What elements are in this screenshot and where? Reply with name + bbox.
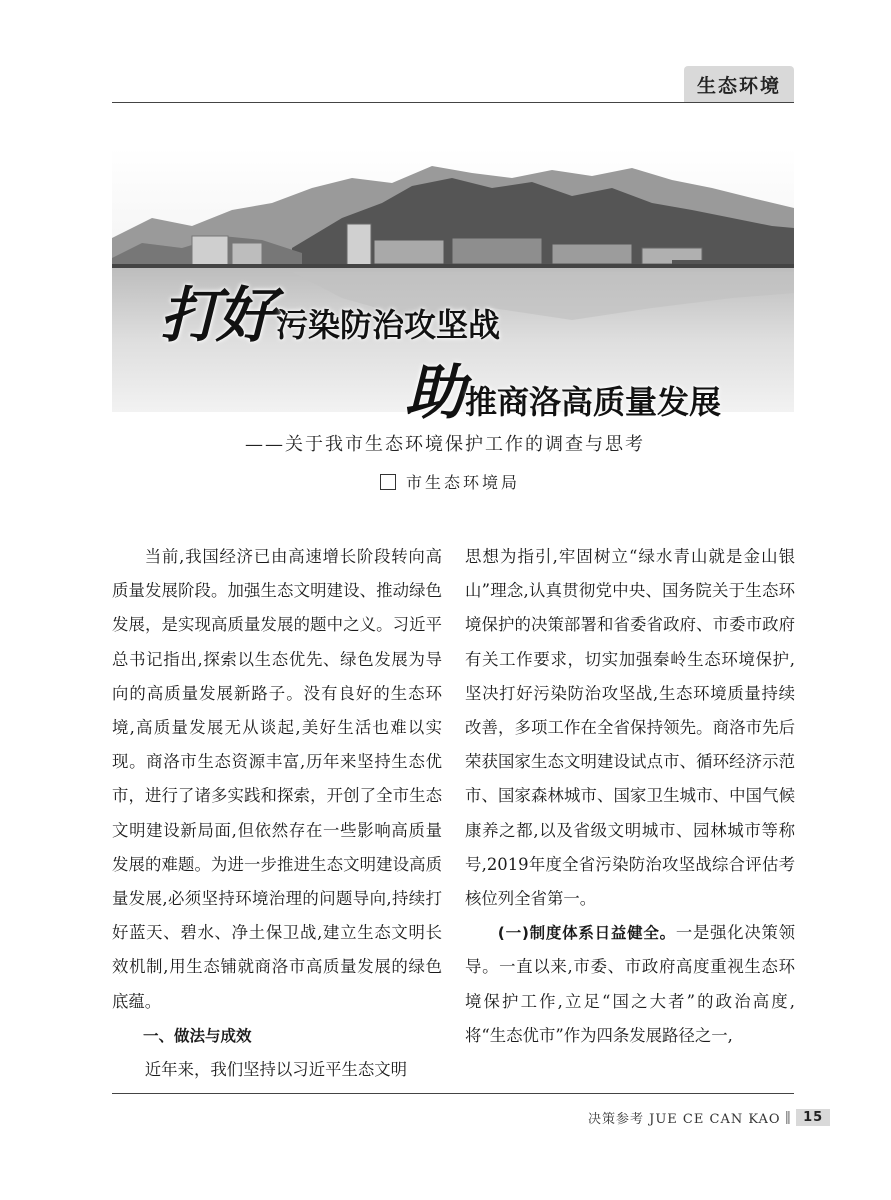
body-paragraph: 思想为指引,牢固树立“绿水青山就是金山银山”理念,认真贯彻党中央、国务院关于生态环境保护的决策部署和省委省政府、市委市政府有关工作要求，切实加强秦岭生态环境保护,坚决打好污染防治攻坚战,生态环境质量持续改善，多项工作在全省保持领先。商洛市先后荣获国家生态文明建设试点市、循环经济示范市、国家森林城市、国家卫生城市、中国气候康养之都,以及省级文明城市、园林城市等称号,2019年度全省污染防治攻坚战综合评估考核位列全省第一。 [465, 547, 795, 909]
author-line [380, 470, 520, 493]
left-column [112, 540, 442, 1085]
title-line-2 [405, 345, 721, 431]
title-line-1-text: 污染防治攻坚战 [276, 306, 501, 344]
title-line-1 [160, 268, 500, 354]
bottom-divider [112, 1093, 794, 1094]
section-tag: 生态环境 [684, 66, 794, 102]
right-column [465, 540, 795, 1085]
title-line-2-emphasis: 助 [405, 358, 461, 428]
body-paragraph: 近年来，我们坚持以习近平生态文明 [144, 1060, 408, 1080]
page-footer [588, 1108, 830, 1127]
body-paragraph [465, 916, 795, 1053]
top-divider [112, 102, 794, 103]
author-box-icon [380, 474, 396, 490]
section-heading: 一、做法与成效 [143, 1026, 252, 1045]
subsection-lead: (一)制度体系日益健全。 [497, 924, 676, 943]
author-name: 市生态环境局 [406, 473, 521, 492]
subsection-text: 一是强化决策领导。一直以来,市委、市政府高度重视生态环境保护工作,立足“国之大者”的政治高度,将“生态优市”作为四条发展路径之一, [465, 923, 795, 1045]
footer-separator: ‖ [784, 1110, 793, 1125]
body-paragraph: 当前,我国经济已由高速增长阶段转向高质量发展阶段。加强生态文明建设、推动绿色发展，是实现高质量发展的题中之义。习近平总书记指出,探索以生态优先、绿色发展为导向的高质量发展新路子。没有良好的生态环境,高质量发展无从谈起,美好生活也难以实现。商洛市生态资源丰富,历年来坚持生态优市，进行了诸多实践和探索，开创了全市生态文明建设新局面,但依然存在一些影响高质量发展的难题。为进一步推进生态文明建设高质量发展,必须坚持环境治理的问题导向,持续打好蓝天、碧水、净土保卫战,建立生态文明长效机制,用生态铺就商洛市高质量发展的绿色底蕴。 [112, 547, 442, 1011]
article-subtitle: ——关于我市生态环境保护工作的调查与思考 [245, 434, 645, 455]
title-line-1-emphasis: 打好 [160, 281, 272, 351]
publication-name: 决策参考 JUE CE CAN KAO [588, 1112, 781, 1127]
title-line-2-text: 推商洛高质量发展 [465, 383, 722, 421]
page-number: 15 [796, 1109, 830, 1126]
